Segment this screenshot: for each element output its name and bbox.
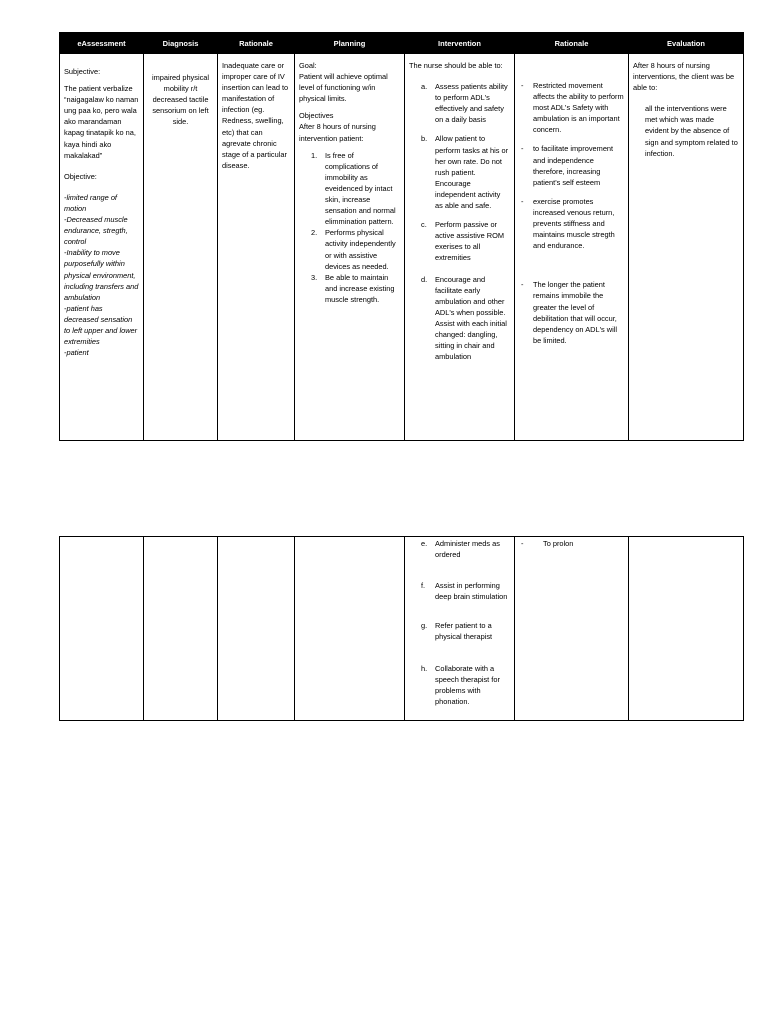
intervention-item: h. Collaborate with a speech therapist for problems with phonation. [421, 663, 500, 706]
objective-label: Objective: [64, 171, 97, 181]
evaluation-intro: After 8 hours of nursing interventions, the client was be able to: [633, 61, 735, 93]
content-row [60, 537, 744, 721]
rationale-text: Inadequate care or improper care of IV insertion can lead to manifestation of infection (eg. Redness, swelling, etc) that can agrevate chronic stage of a particular disease. [222, 61, 289, 170]
header-row [60, 33, 744, 54]
evaluation-cell [629, 54, 744, 441]
rationale-item: - To prolon [521, 539, 574, 548]
intervention-cell [405, 54, 515, 441]
care-plan-table [59, 32, 744, 441]
rationale-cell [218, 54, 295, 441]
objective-item: -Decreased muscle endurance, stregth, control [64, 215, 128, 247]
objective-list-item: 2. Performs physical activity independently or with assistive devices as needed. [311, 228, 396, 271]
objectives-intro: After 8 hours of nursing intervention patient: [299, 122, 376, 143]
objective-item: -patient has decreased sensation to left upper and lower extremities [64, 303, 138, 347]
header-evaluation: Evaluation [629, 33, 744, 54]
rationale-list [519, 538, 624, 549]
rationale-item: - The longer the patient remains immobile the greater the level of debilitation that will occur, dependency on ADL's will be limited. [521, 280, 617, 345]
assessment-cell [60, 54, 144, 441]
intervention-item: g. Refer patient to a physical therapist [421, 621, 493, 642]
objective-item: -limited range of motion [64, 192, 117, 213]
goal-text: Patient will achieve optimal level of functioning w/in physical limits. [299, 72, 388, 104]
header-diagnosis: Diagnosis [144, 33, 218, 54]
header-rationale-2: Rationale [515, 33, 629, 54]
empty-cell [144, 537, 218, 721]
goal-label: Goal: [299, 61, 317, 70]
planning-cell [295, 54, 405, 441]
care-plan-table-continued [59, 536, 744, 721]
intervention-item: f. Assist in performing deep brain stimulation [421, 581, 508, 602]
intervention-item: d. Encourage and facilitate early ambulation and other ADL's when possible. Assist with each initial changed: dangling, sitting in chair and ambulation [421, 274, 507, 362]
objective-list-item: 3. Be able to maintain and increase existing muscle strength. [311, 272, 395, 304]
objective-list-item: 1. Is free of complications of immobility as eveidenced by intact skin, increase sensation and normal elimmination pattern. [311, 150, 396, 227]
rationale-list [519, 80, 624, 346]
content-row [60, 54, 744, 441]
header-rationale: Rationale [218, 33, 295, 54]
empty-cell [218, 537, 295, 721]
header-intervention: Intervention [405, 33, 515, 54]
objectives-list [299, 150, 400, 305]
intervention-item: a. Assess patients ability to perform ADL's effectively and safety on a daily basis [421, 82, 508, 125]
rationale-item: - to facilitate improvement and independence therefore, increasing patient's self esteem [521, 144, 614, 187]
header-assessment: eAssessment [60, 33, 144, 54]
diagnosis-cell [144, 54, 218, 441]
intervention-intro: The nurse should be able to: [409, 61, 503, 70]
intervention-cell [405, 537, 515, 721]
diagnosis-text: impaired physical mobility r/t decreased tactile sensorium on left side. [151, 73, 210, 127]
intervention-item: e. Administer meds as ordered [421, 539, 500, 560]
objectives-label: Objectives [299, 111, 334, 121]
rationale-item: - exercise promotes increased venous return, prevents stiffness and maintains muscle stregth and endurance. [521, 196, 615, 251]
empty-cell [60, 537, 144, 721]
objective-item: -patient [64, 348, 89, 358]
header-planning: Planning [295, 33, 405, 54]
intervention-item: b. Allow patient to perform tasks at his or her own rate. Do not rush patient. Encourage independent activity as able and safe. [421, 134, 509, 211]
rationale-2-cell [515, 537, 629, 721]
intervention-list [409, 538, 510, 707]
objective-item: -Inability to move purposefully within physical environment, including transfers and ambulation [64, 248, 139, 302]
intervention-list [409, 81, 510, 362]
subjective-label: Subjective: [64, 67, 101, 76]
empty-cell [629, 537, 744, 721]
evaluation-text: all the interventions were met which was made evident by the absence of sign and symptom related to infection. [645, 104, 738, 158]
rationale-2-cell [515, 54, 629, 441]
subjective-text: The patient verbalize “naigagalaw ko naman ung paa ko, pero wala ako marandaman kapag tinatapik ko na, kaya hindi ako makalakad” [64, 84, 139, 160]
intervention-item: c. Perform passive or active assistive ROM exerises to all extremities [421, 220, 504, 263]
empty-cell [295, 537, 405, 721]
rationale-item: - Restricted movement affects the ability to perform most ADL's Safety with ambulation is an important concern. [521, 81, 624, 135]
